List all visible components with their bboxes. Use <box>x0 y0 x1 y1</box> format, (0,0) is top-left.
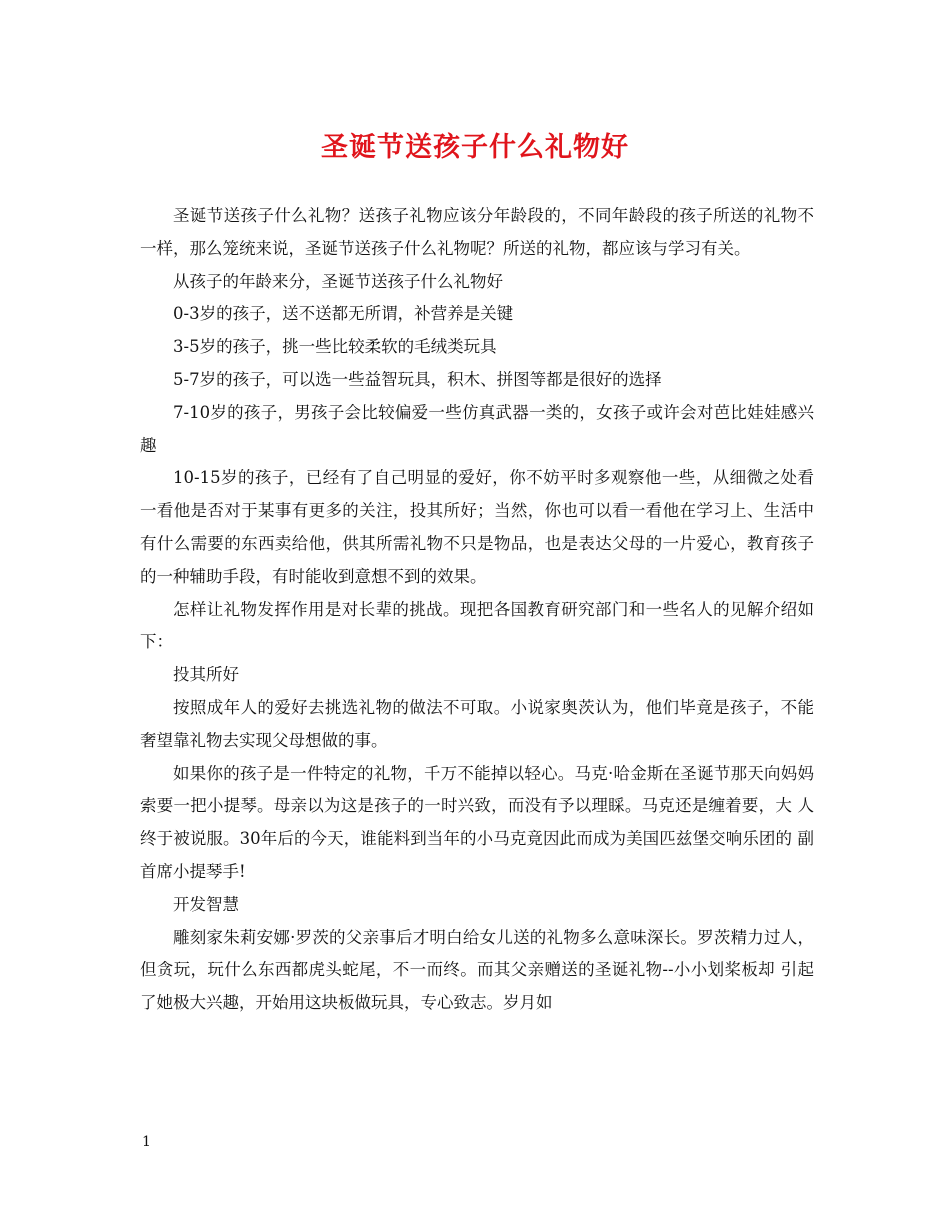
section-heading-wisdom: 开发智慧 <box>173 894 239 914</box>
paragraph-age-3-5: 3-5岁的孩子，挑一些比较柔软的毛绒类玩具 <box>173 337 497 357</box>
document-title: 圣诞节送孩子什么礼物好 <box>321 132 629 163</box>
paragraph-age-7-10: 7-10岁的孩子，男孩子会比较偏爱一些仿真武器一类的，女孩子或许会对芭比娃娃感兴趣 <box>140 402 814 455</box>
paragraph-sculptor: 雕刻家朱莉安娜·罗茨的父亲事后才明白给女儿送的礼物多么意味深长。罗茨精力过人，但贪玩，玩什么东西都虎头蛇尾，不一而终。而其父亲赠送的圣诞礼物--小小划桨板却 引起了她极大兴趣，开始用这块板做玩具，专心致志。岁月如 <box>140 927 814 1013</box>
paragraph-age-0-3: 0-3岁的孩子，送不送都无所谓，补营养是关键 <box>173 304 514 324</box>
document-body <box>140 200 814 1020</box>
paragraph-age-10-15: 10-15岁的孩子，已经有了自己明显的爱好，你不妨平时多观察他一些，从细微之处看一看他是否对于某事有更多的关注，投其所好；当然，你也可以看一看他在学习上、生活中有什么需要的东西卖给他，供其所需礼物不只是物品，也是表达父母的一片爱心，教育孩子的一种辅助手段，有时能收到意想不到的效果。 <box>140 468 814 586</box>
paragraph-intro: 圣诞节送孩子什么礼物？送孩子礼物应该分年龄段的，不同年龄段的孩子所送的礼物不一样，那么笼统来说，圣诞节送孩子什么礼物呢？所送的礼物，都应该与学习有关。 <box>140 206 814 258</box>
paragraph-violin: 如果你的孩子是一件特定的礼物，千万不能掉以轻心。马克·哈金斯在圣诞节那天向妈妈索要一把小提琴。母亲以为这是孩子的一时兴致，而没有予以理睬。马克还是缠着要，大 人终于被说服。30年后的今天，谁能料到当年的小马克竟因此而成为美国匹兹堡交响乐团的 副首席小提琴手! <box>140 763 814 881</box>
page-number: 1 <box>142 1134 151 1150</box>
paragraph-oates: 按照成年人的爱好去挑选礼物的做法不可取。小说家奥茨认为，他们毕竟是孩子，不能奢望靠礼物去实现父母想做的事。 <box>140 697 814 750</box>
section-heading-preference: 投其所好 <box>173 665 239 685</box>
paragraph-challenge: 怎样让礼物发挥作用是对长辈的挑战。现把各国教育研究部门和一些名人的见解介绍如下： <box>140 599 814 652</box>
paragraph-age-5-7: 5-7岁的孩子，可以选一些益智玩具，积木、拼图等都是很好的选择 <box>173 369 662 389</box>
paragraph-age-heading: 从孩子的年龄来分，圣诞节送孩子什么礼物好 <box>173 271 503 291</box>
